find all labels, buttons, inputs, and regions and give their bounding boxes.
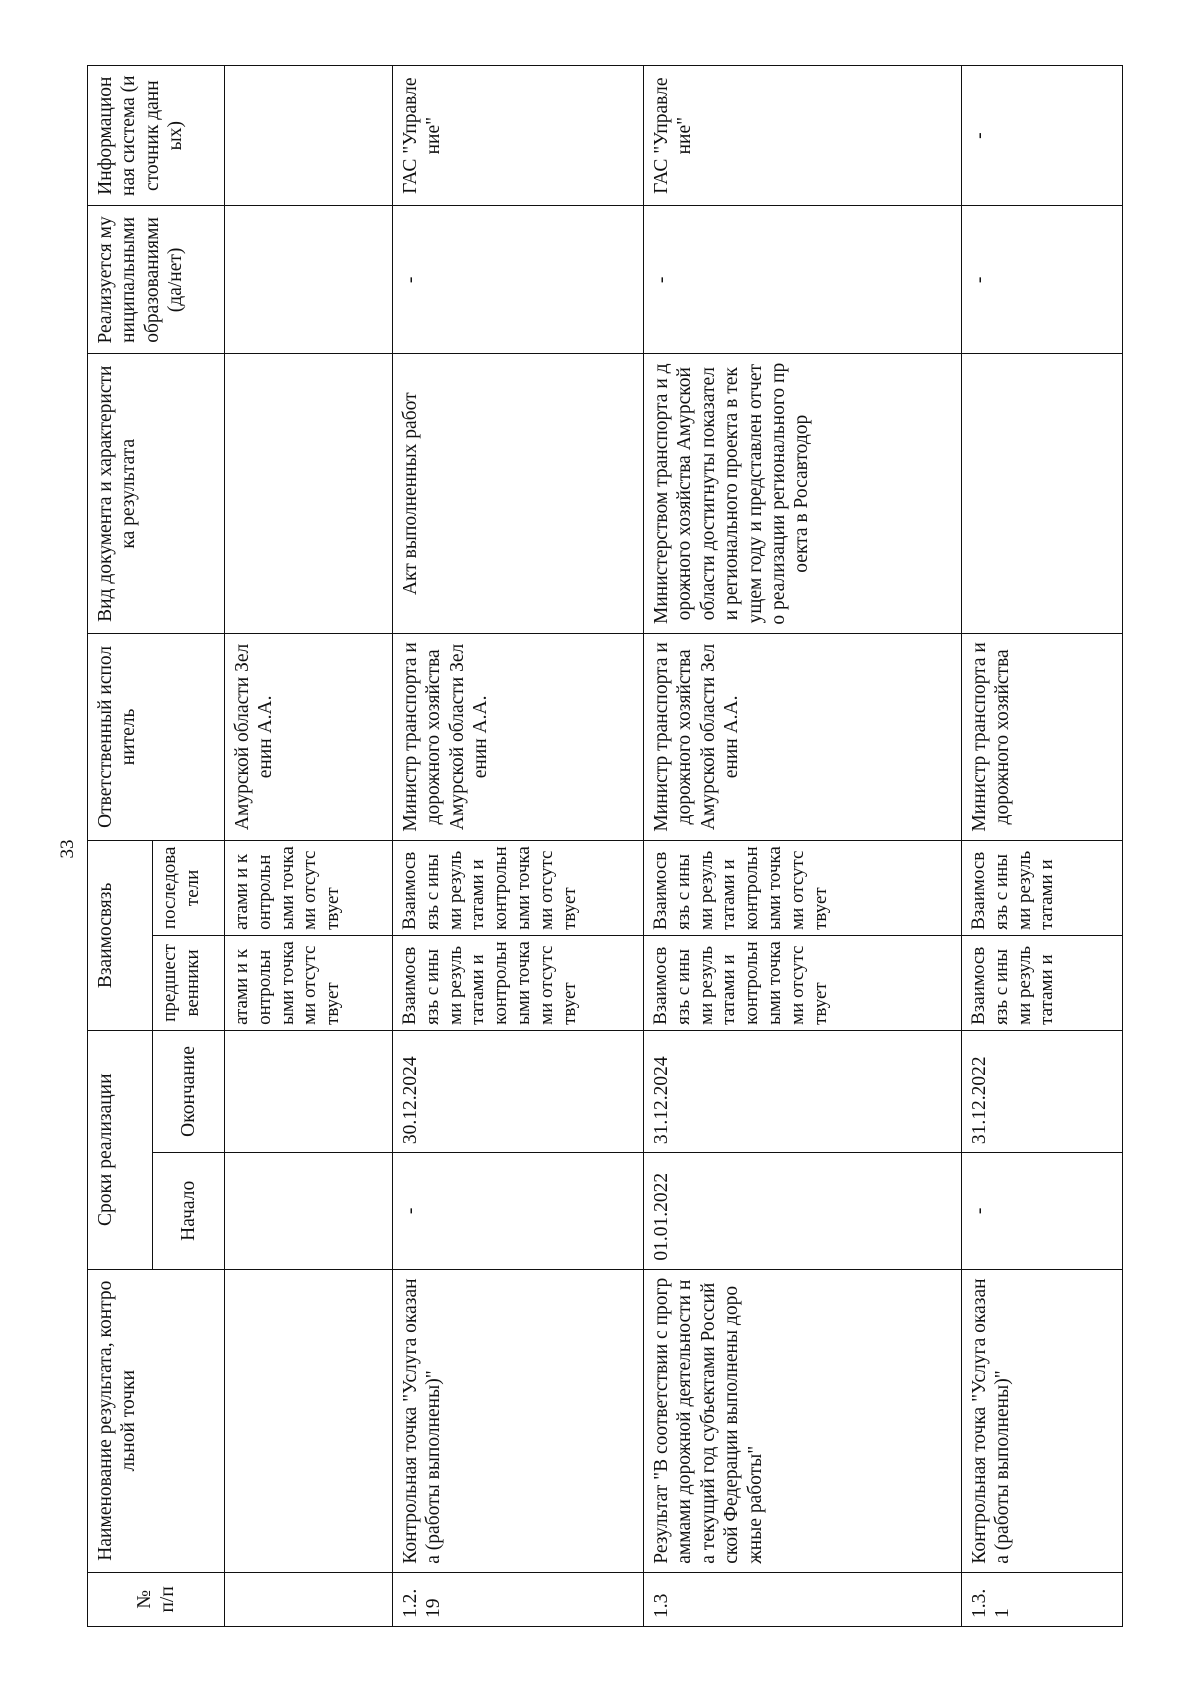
cell-num: 1.3.1 <box>962 1572 1123 1626</box>
cell-num: 1.3 <box>644 1572 962 1626</box>
header-relation: Взаимосвязь <box>88 840 153 1030</box>
header-num: № п/п <box>88 1572 225 1626</box>
cell-num: 1.2.19 <box>393 1572 644 1626</box>
cell-successors: атами и контрольными точками отсутствует <box>225 840 393 935</box>
cell-info-system: ГАС "Управление" <box>393 66 644 206</box>
cell-name: Результат "В соответствии с программами дорожной деятельности на текущий год субъектами Российской Федерации выполнены дорожные работы" <box>644 1269 962 1572</box>
cell-end: 31.12.2024 <box>644 1030 962 1152</box>
header-start: Начало <box>153 1153 225 1270</box>
cell-predecessors: Взаимосвязь с иными результатами и контрольными точками отсутствует <box>644 935 962 1030</box>
header-name: Наименование результата, контрольной точки <box>88 1269 225 1572</box>
cell-successors: Взаимосвязь с иными результатами и контрольными точками отсутствует <box>393 840 644 935</box>
cell-predecessors: Взаимосвязь с иными результатами и <box>962 935 1123 1030</box>
cell-predecessors: атами и контрольными точками отсутствует <box>225 935 393 1030</box>
header-document: Вид документа и характеристика результата <box>88 354 225 633</box>
header-row-1 <box>88 66 153 1627</box>
cell-municipal: - <box>962 206 1123 354</box>
cell-name: Контрольная точка "Услуга оказана (работы выполнены)" <box>393 1269 644 1572</box>
cell-start: - <box>962 1153 1123 1270</box>
header-responsible: Ответственный исполнитель <box>88 633 225 840</box>
cell-responsible: Министр транспорта и дорожного хозяйства Амурской области Зеленин А.А. <box>644 633 962 840</box>
cell-responsible: Министр транспорта и дорожного хозяйства <box>962 633 1123 840</box>
cell-successors: Взаимосвязь с иными результатами и <box>962 840 1123 935</box>
results-table <box>87 65 1123 1627</box>
cell-document: Акт выполненных работ <box>393 354 644 633</box>
cell-name: Контрольная точка "Услуга оказана (работы выполнены)" <box>962 1269 1123 1572</box>
cell-start <box>225 1153 393 1270</box>
cell-info-system: ГАС "Управление" <box>644 66 962 206</box>
header-info-system: Информационная система (источник данных) <box>88 66 225 206</box>
cell-municipal: - <box>393 206 644 354</box>
table-row <box>393 66 644 1627</box>
cell-document: Министерством транспорта и дорожного хозяйства Амурской области достигнуты показатели регионального проекта в текущем году и представлен отчет о реализации регионального проекта в Росавтодор <box>644 354 962 633</box>
cell-info-system <box>225 66 393 206</box>
header-successors: последователи <box>153 840 225 935</box>
table-row <box>644 66 962 1627</box>
header-predecessors: предшественники <box>153 935 225 1030</box>
cell-responsible: Амурской области Зеленин А.А. <box>225 633 393 840</box>
page-number: 33 <box>57 839 78 859</box>
cell-end: 30.12.2024 <box>393 1030 644 1152</box>
cell-num <box>225 1572 393 1626</box>
cell-document <box>225 354 393 633</box>
table-row <box>962 66 1123 1627</box>
cell-successors: Взаимосвязь с иными результатами и контрольными точками отсутствует <box>644 840 962 935</box>
cell-start: - <box>393 1153 644 1270</box>
header-terms: Сроки реализации <box>88 1030 153 1269</box>
header-end: Окончание <box>153 1030 225 1152</box>
cell-end: 31.12.2022 <box>962 1030 1123 1152</box>
cell-municipal: - <box>644 206 962 354</box>
table-row <box>225 66 393 1627</box>
cell-start: 01.01.2022 <box>644 1153 962 1270</box>
cell-municipal <box>225 206 393 354</box>
cell-document <box>962 354 1123 633</box>
cell-info-system: - <box>962 66 1123 206</box>
rotated-page <box>87 65 1122 1627</box>
cell-name <box>225 1269 393 1572</box>
cell-predecessors: Взаимосвязь с иными результатами и контрольными точками отсутствует <box>393 935 644 1030</box>
header-municipal: Реализуется муниципальными образованиями (да/нет) <box>88 206 225 354</box>
cell-end <box>225 1030 393 1152</box>
cell-responsible: Министр транспорта и дорожного хозяйства Амурской области Зеленин А.А. <box>393 633 644 840</box>
